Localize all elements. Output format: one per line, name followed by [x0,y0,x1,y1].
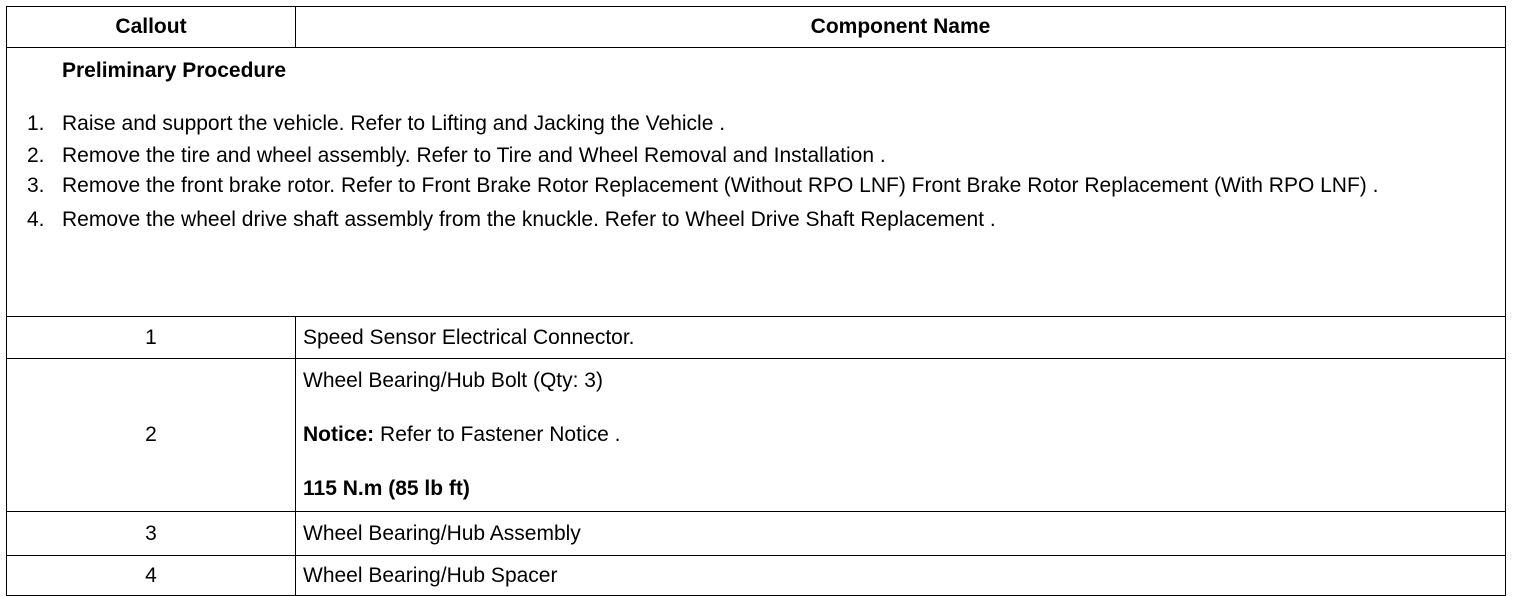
notice-label: Notice: [303,423,375,446]
component-name-cell: Speed Sensor Electrical Connector. [296,317,1506,359]
step-text: Raise and support the vehicle. Refer to Lifting and Jacking the Vehicle . [62,112,726,135]
callout-cell: 2 [7,359,296,512]
component-name-cell: Wheel Bearing/Hub Assembly [296,512,1506,556]
table-row [7,556,1506,596]
procedure-step [7,172,1505,200]
procedure-step [7,204,1505,236]
table-row [7,512,1506,556]
procedure-step [7,140,1505,172]
preliminary-procedure-cell [7,48,1506,317]
step-text: Remove the front brake rotor. Refer to Front Brake Rotor Replacement (Without RPO LNF) Front Brake Rotor Replacement (With RPO LNF) . [62,174,1379,197]
step-number: 4. [27,208,45,231]
callout-cell: 4 [7,556,296,596]
table-row [7,359,1506,512]
step-number: 2. [27,144,45,167]
component-name-cell [296,359,1506,512]
torque-spec: 115 N.m (85 lb ft) [303,477,470,500]
component-table [6,6,1506,596]
notice-text: Refer to Fastener Notice . [374,423,621,446]
header-component-name: Component Name [296,7,1506,48]
table-row [7,317,1506,359]
preliminary-procedure-row [7,48,1506,317]
table-header-row [7,7,1506,48]
step-number: 1. [27,112,45,135]
procedure-step [7,108,1505,140]
component-name: Wheel Bearing/Hub Bolt (Qty: 3) [303,369,603,392]
step-text: Remove the wheel drive shaft assembly from the knuckle. Refer to Wheel Drive Shaft Replacement . [62,208,996,231]
notice [303,422,1505,448]
step-number: 3. [27,174,45,197]
callout-cell: 1 [7,317,296,359]
callout-cell: 3 [7,512,296,556]
procedure-title: Preliminary Procedure [62,59,287,82]
procedure-steps [7,108,1505,236]
header-callout: Callout [7,7,296,48]
step-text: Remove the tire and wheel assembly. Refer to Tire and Wheel Removal and Installation . [62,144,886,167]
component-name-cell: Wheel Bearing/Hub Spacer [296,556,1506,596]
